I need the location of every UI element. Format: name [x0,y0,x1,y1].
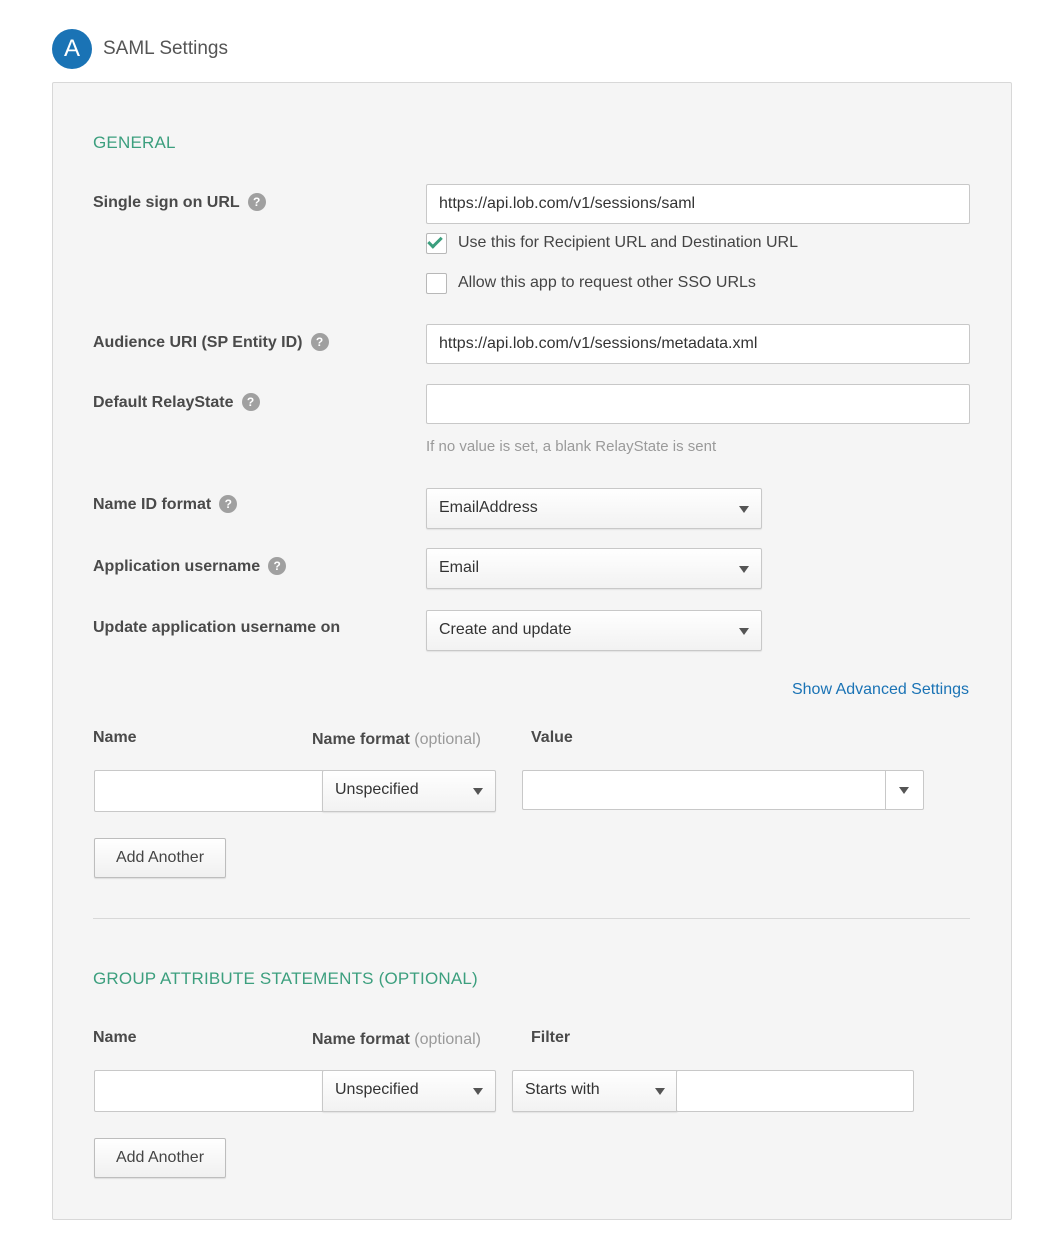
app-username-label-text: Application username [93,558,261,575]
app-username-value: Email [439,559,480,576]
help-icon[interactable]: ? [219,495,237,513]
sso-url-label-text: Single sign on URL [93,194,240,211]
chevron-down-icon [473,1088,483,1095]
other-sso-checkbox[interactable] [426,273,447,294]
attr-format-value: Unspecified [335,781,419,798]
relay-state-input[interactable] [426,384,970,424]
show-advanced-settings-link[interactable]: Show Advanced Settings [791,681,969,698]
app-username-label [93,557,286,576]
recipient-url-checkbox[interactable] [426,233,447,254]
help-icon[interactable]: ? [268,557,286,575]
other-sso-checkbox-label: Allow this app to request other SSO URLs [458,274,756,291]
chevron-down-icon [739,506,749,513]
add-attribute-button[interactable]: Add Another [94,838,226,878]
attr-name-column-header: Name [93,729,137,746]
relay-state-hint: If no value is set, a blank RelayState is sent [426,438,717,455]
app-username-select[interactable] [426,548,762,589]
name-id-format-label-text: Name ID format [93,496,212,513]
help-icon[interactable]: ? [311,333,329,351]
attr-format-column-text: Name format [312,731,410,748]
update-username-label: Update application username on [93,619,341,636]
add-group-attribute-button[interactable]: Add Another [94,1138,226,1178]
section-divider [93,918,970,919]
name-id-format-select[interactable] [426,488,762,529]
chevron-down-icon [739,628,749,635]
relay-state-label-text: Default RelayState [93,394,234,411]
group-name-column-header: Name [93,1029,137,1046]
attr-value-text [523,781,535,798]
help-icon[interactable]: ? [242,393,260,411]
attr-value-dropdown-button[interactable] [885,771,923,809]
group-filter-type-value: Starts with [525,1081,600,1098]
page-title: SAML Settings [103,38,228,59]
step-badge: A [52,29,92,69]
sso-url-input[interactable]: https://api.lob.com/v1/sessions/saml [426,184,970,224]
chevron-down-icon [899,787,909,794]
name-id-format-value: EmailAddress [439,499,538,516]
group-format-select[interactable] [322,1070,496,1112]
optional-tag: (optional) [414,1031,481,1048]
attr-name-input[interactable] [94,770,324,812]
group-format-column-header [312,1031,481,1049]
audience-uri-input[interactable]: https://api.lob.com/v1/sessions/metadata.xml [426,324,970,364]
group-name-input[interactable] [94,1070,324,1112]
saml-settings-panel [52,82,1012,1220]
update-username-select[interactable] [426,610,762,651]
group-filter-type-select[interactable] [512,1070,678,1112]
chevron-down-icon [739,566,749,573]
update-username-value: Create and update [439,621,572,638]
attr-format-column-header [312,731,481,749]
relay-state-label [93,393,260,412]
chevron-down-icon [473,788,483,795]
chevron-down-icon [655,1088,665,1095]
group-format-column-text: Name format [312,1031,410,1048]
attr-value-combobox[interactable] [522,770,924,810]
attr-format-select[interactable] [322,770,496,812]
group-format-value: Unspecified [335,1081,419,1098]
group-filter-value-input[interactable] [676,1070,914,1112]
recipient-url-checkbox-label: Use this for Recipient URL and Destination URL [458,234,799,251]
attr-value-column-header: Value [531,729,573,746]
group-filter-column-header: Filter [531,1029,571,1046]
audience-uri-label [93,333,329,352]
sso-url-label [93,193,266,212]
name-id-format-label [93,495,237,514]
check-icon [427,233,443,249]
optional-tag: (optional) [414,731,481,748]
general-section-title: GENERAL [93,133,176,152]
group-section-title: GROUP ATTRIBUTE STATEMENTS (OPTIONAL) [93,969,478,988]
help-icon[interactable]: ? [248,193,266,211]
audience-uri-label-text: Audience URI (SP Entity ID) [93,334,303,351]
